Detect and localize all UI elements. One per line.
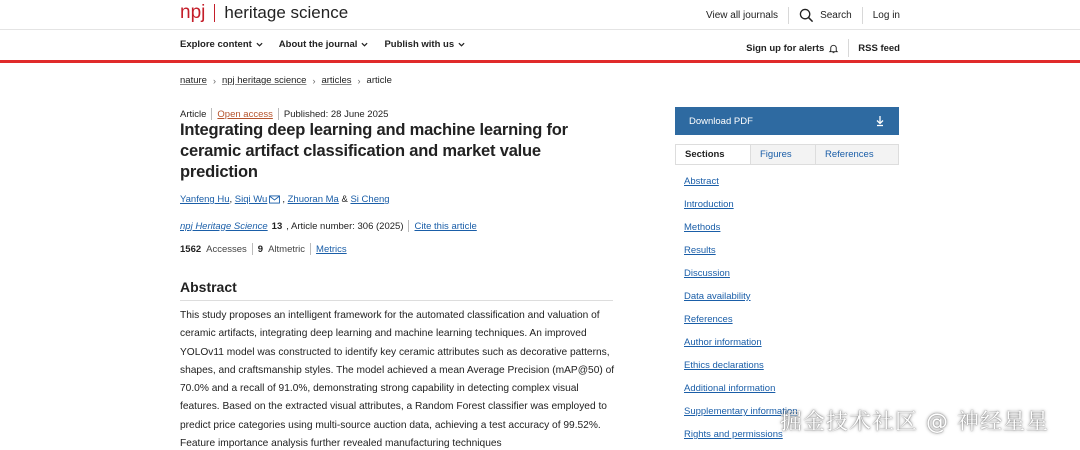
author-separator: , [282,194,285,205]
section-link-introduction[interactable]: Introduction [684,199,734,210]
divider [211,108,212,120]
breadcrumb-current: article [366,75,392,86]
author-list [180,194,390,205]
breadcrumb-articles[interactable]: articles [321,75,352,86]
metrics-link[interactable]: Metrics [316,243,347,255]
download-pdf-button[interactable] [675,107,899,135]
nav-label: About the journal [278,39,358,50]
mail-icon[interactable] [269,195,280,204]
divider [278,108,279,120]
sidebar-tabs [675,144,899,165]
open-access-link[interactable]: Open access [217,108,273,120]
search-button[interactable] [799,8,852,23]
top-actions [706,7,900,24]
abstract-text: This study proposes an intelligent framework for the automated classification and valuation of ceramic artifacts, integrating deep learning and machine learning techniques. An improved YOLOv11 model was constructed to identify key ceramic attributes such as decorative patterns, shapes, and craftsmanship styles. The model achieved a mean Average Precision (mAP@50) of 70.0% and a recall of 91.0%, demonstrating strong capability in detecting complex visual features. Based on the extracted visual attributes, a Random Forest classifier was employed to predict price categories using multi-source auction data, achieving a test accuracy of 99.52%. Feature importance analysis further revealed manufacturing techniques [180,310,615,450]
divider [252,243,253,255]
nav-label: Explore content [180,39,252,50]
rss-feed-link[interactable]: RSS feed [858,42,900,54]
article-title: Integrating deep learning and machine learning for ceramic artifact classification and market value prediction [180,121,568,181]
author-link[interactable]: Zhuoran Ma [287,194,339,205]
section-link-supplementary[interactable]: Supplementary information [684,406,798,417]
download-label: Download PDF [689,115,753,127]
chevron-down-icon [361,41,368,48]
section-link-data-availability[interactable]: Data availability [684,291,751,302]
altmetric-label: Altmetric [268,243,306,255]
brand-divider [214,4,215,22]
chevron-right-icon: › [312,75,316,86]
journal-link[interactable]: npj Heritage Science [180,220,268,232]
bell-icon [828,43,839,54]
tab-sections[interactable]: Sections [676,145,751,164]
journal-nav [0,30,1080,60]
login-link[interactable]: Log in [872,10,900,21]
journal-logo[interactable] [180,2,348,24]
section-link-additional-info[interactable]: Additional information [684,383,776,394]
section-link-results[interactable]: Results [684,245,716,256]
abstract-divider [180,300,613,301]
breadcrumb-nature[interactable]: nature [180,75,207,86]
watermark: 掘金技术社区 @ 神经星星 [780,410,1049,435]
search-label: Search [820,10,852,21]
volume-number: 13 [271,220,283,232]
article-metrics [180,243,347,255]
breadcrumb [180,75,392,86]
section-link-rights[interactable]: Rights and permissions [684,429,783,440]
view-all-journals-link[interactable]: View all journals [705,10,779,21]
section-link-abstract[interactable]: Abstract [684,176,719,187]
abstract-heading: Abstract [180,279,237,295]
nav-menu [180,39,481,50]
section-link-discussion[interactable]: Discussion [684,268,730,279]
divider [408,220,409,232]
brand-npj: npj [180,2,206,23]
nav-about-journal[interactable] [279,39,369,50]
brand-accent-line [0,60,1080,63]
article-number: , Article number: 306 (2025) [286,220,404,232]
brand-name: heritage science [224,3,349,22]
alerts-signup-link[interactable] [746,43,839,54]
chevron-right-icon: › [212,75,216,86]
download-icon [875,115,885,127]
chevron-right-icon: › [357,75,361,86]
breadcrumb-journal[interactable]: npj heritage science [221,75,307,86]
nav-actions [746,39,900,57]
tab-figures[interactable]: Figures [751,145,816,164]
article-meta [180,108,388,120]
top-bar [0,0,1080,29]
citation-line [180,220,477,232]
section-link-author-information[interactable]: Author information [684,337,762,348]
author-link[interactable]: Siqi Wu [234,194,268,205]
accesses-label: Accesses [206,243,247,255]
section-link-references[interactable]: References [684,314,733,325]
search-icon [799,8,814,23]
divider [862,7,863,24]
tab-references[interactable]: References [825,149,874,160]
divider [788,7,789,24]
author-link[interactable]: Yanfeng Hu [180,194,230,205]
divider [848,39,849,57]
chevron-down-icon [256,41,263,48]
nav-publish-with-us[interactable] [384,39,465,50]
nav-explore-content[interactable] [180,39,263,50]
section-link-ethics[interactable]: Ethics declarations [684,360,764,371]
article-type: Article [180,108,207,120]
published-date: Published: 28 June 2025 [283,108,389,120]
author-and: & [341,194,348,205]
chevron-down-icon [458,41,465,48]
section-link-methods[interactable]: Methods [684,222,721,233]
nav-label: Publish with us [384,39,455,50]
altmetric-count: 9 [257,243,264,255]
author-separator: , [229,194,233,205]
author-link[interactable]: Si Cheng [350,194,390,205]
accesses-count: 1562 [180,243,202,255]
divider [310,243,311,255]
cite-article-link[interactable]: Cite this article [414,220,477,232]
alerts-label: Sign up for alerts [746,42,825,54]
